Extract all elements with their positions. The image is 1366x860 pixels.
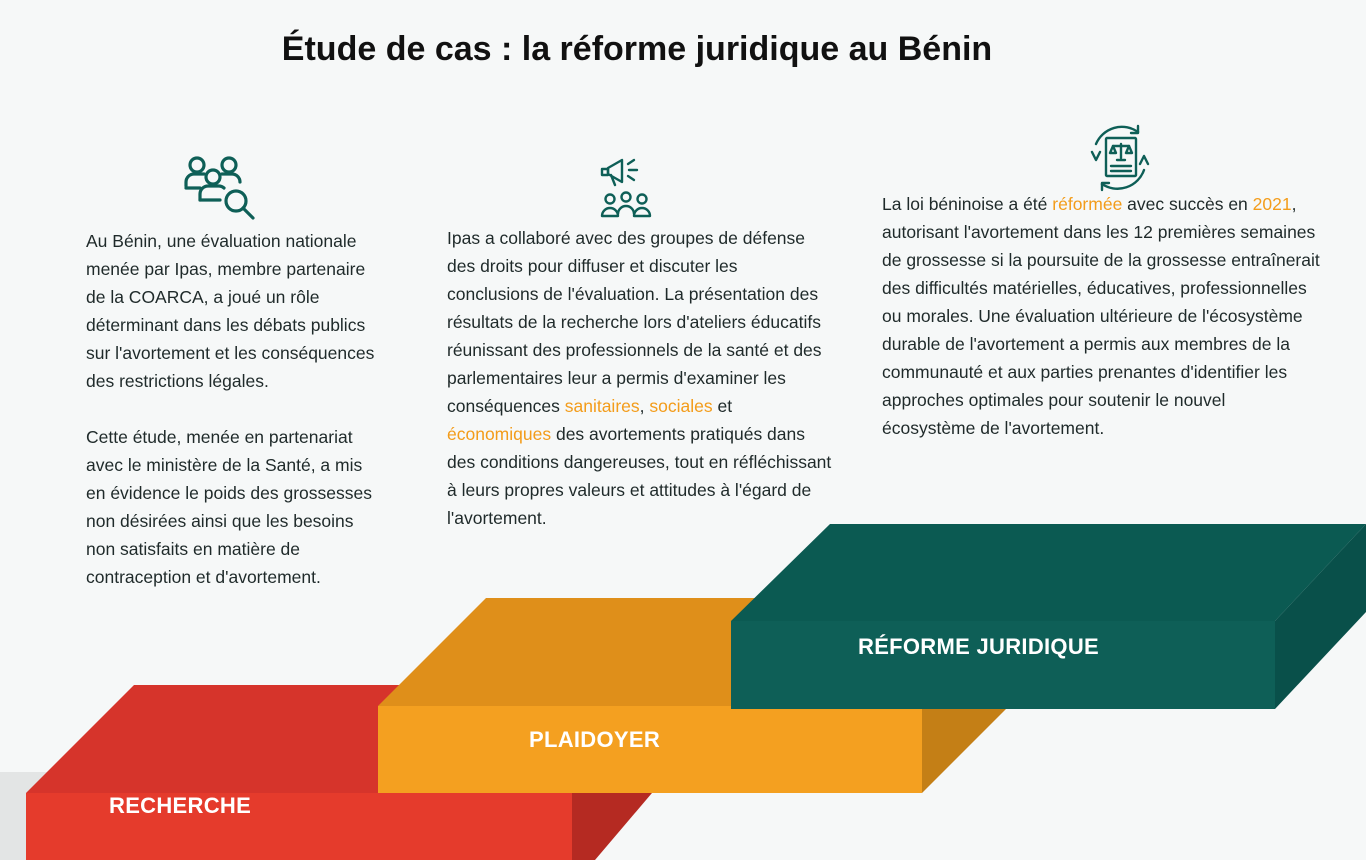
advocacy-text-part: et <box>712 396 733 416</box>
step-label-research: RECHERCHE <box>109 793 252 818</box>
reform-text-part: La loi béninoise a été <box>882 194 1053 214</box>
highlight-term: sanitaires <box>564 396 640 416</box>
advocacy-text-part: , <box>639 396 650 416</box>
advocacy-text-part: Ipas a collaboré avec des groupes de défense des droits pour diffuser et discuter les conclusions de l'évaluation. La présentation des résultats de la recherche lors d'ateliers éducatifs réunissant des professionnels de la santé et des parlementaires leur a permis d'examiner les conséquences <box>447 228 822 416</box>
step-research-front <box>26 793 572 860</box>
step-reform-top <box>731 524 1366 621</box>
highlight-term: économiques <box>447 424 552 444</box>
research-paragraph: Cette étude, menée en partenariat avec le ministère de la Santé, a mis en évidence le poids des grossesses non désirées ainsi que les besoins non satisfaits en matière de contraception et d'avortement. <box>86 427 373 587</box>
research-paragraph: Au Bénin, une évaluation nationale menée par Ipas, membre partenaire de la COARCA, a joué un rôle déterminant dans les débats publics sur l'avortement et les conséquences des restrictions légales. <box>86 231 375 391</box>
reform-text-part: avec succès en <box>1122 194 1253 214</box>
page-title: Étude de cas : la réforme juridique au Bénin <box>281 30 993 68</box>
highlight-term: sociales <box>649 396 713 416</box>
step-label-advocacy: PLAIDOYER <box>529 727 661 752</box>
advocacy-text-part: des avortements pratiqués dans des conditions dangereuses, tout en réfléchissant à leurs propres valeurs et attitudes à l'égard de l'avortement. <box>447 424 832 528</box>
reform-text-part: , autorisant l'avortement dans les 12 premières semaines de grossesse si la poursuite de la grossesse entraînerait des difficultés matérielles, éducatives, professionnelles ou morales. Une évaluation ultérieure de l'écosystème durable de l'avortement a permis aux membres de la communauté et aux parties prenantes d'identifier les approches optimales pour soutenir le nouvel écosystème de l'avortement. <box>882 194 1320 438</box>
step-label-reform: RÉFORME JURIDIQUE <box>858 634 1100 659</box>
highlight-term: réformée <box>1052 194 1123 214</box>
highlight-term: 2021 <box>1252 194 1292 214</box>
